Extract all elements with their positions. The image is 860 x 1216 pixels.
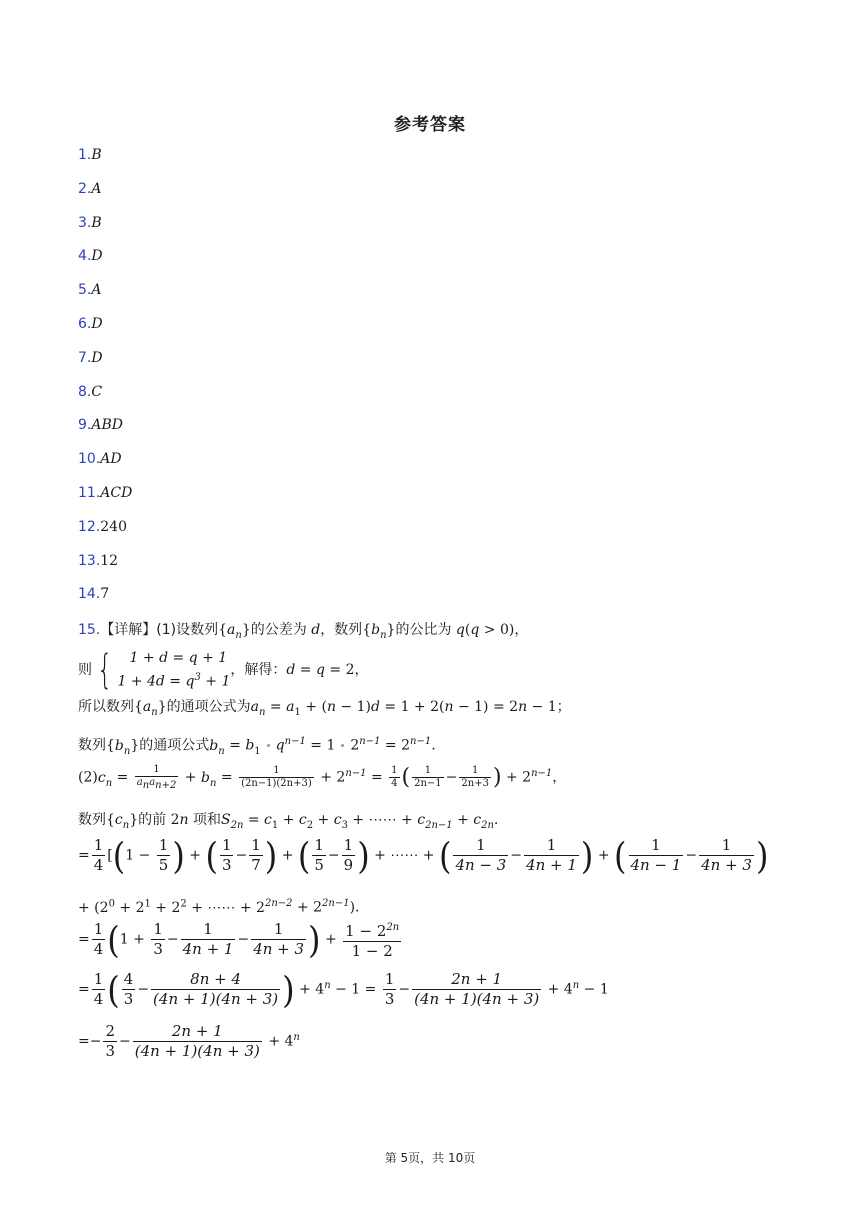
answer-number: 6. — [78, 316, 92, 332]
answer-number: 14. — [78, 586, 101, 603]
answer-number: 13. — [78, 552, 101, 569]
q15-line-5: $(2)c_n$ = $\frac{1}{a_na_{n+2}}$ + $b_n$ = $\frac{1}{(2n-1)(2n+3)}$ + $2^{n-1}$ = $\frac{1}{4}$ ( $\frac{1}{2n-1}$ − $\frac{1}{2n+3}$ ) + $2^{n-1}$， — [78, 763, 567, 791]
q15-line-7: = $\frac{1}{4}$ [(1 − $\frac{1}{5}$ ) + ( $\frac{1}{3}$ − $\frac{1}{7}$ ) + ( $\frac{1}{5}$ − $\frac{1}{9}$ ) + ⋯⋯ + ( $\frac{1}{4n - 3}$ − $\frac{1}{4n + 1}$ ) + ( $\frac{1}{4n - 1}$ − $\frac{1}{4n + 3}$ ) — [78, 833, 769, 878]
answer-item — [78, 179, 101, 199]
page-footer: 第 5页，共 10页 — [384, 1151, 476, 1165]
q15-line-1: 15.【详解】(1)设数列$\{a_n\}$的公差为 d，数列$\{b_n\}$的公比为 q(q > 0)， — [78, 622, 529, 641]
q15-line-3: 所以数列$\{a_n\}$的通项公式为$a_n = a_1 + (n - 1)d = 1 + 2(n - 1) = 2n - 1$； — [78, 699, 571, 718]
answer-item — [78, 145, 102, 165]
answer-number: 7. — [78, 349, 92, 366]
answer-number: 11. — [78, 485, 101, 501]
q15-number: 15. — [78, 622, 101, 638]
answer-value: AD — [100, 451, 122, 468]
answer-item — [78, 280, 101, 300]
answer-item — [78, 483, 132, 503]
answer-number: 12. — [78, 518, 101, 535]
answer-item — [78, 415, 123, 435]
answer-number: 2. — [78, 180, 92, 197]
answer-number: 3. — [78, 214, 92, 231]
answer-value: D — [91, 248, 103, 265]
q15-detail-label: 【详解】 — [100, 622, 157, 638]
q15-line-9: = $\frac{1}{4}$ (1 + $\frac{1}{3}$ − $\frac{1}{4n + 1}$ − $\frac{1}{4n + 3}$ ) + $\frac{1 - 2^{2n}}{1 - 2}$ — [78, 917, 400, 962]
answer-value: ACD — [100, 485, 133, 501]
answer-item — [78, 449, 122, 469]
answer-item — [78, 584, 109, 604]
answer-value: C — [91, 383, 103, 400]
page-title: 参考答案 — [394, 115, 466, 135]
answer-item — [78, 382, 102, 402]
answer-value: A — [91, 180, 102, 197]
q15-line-4: 数列$\{b_n\}$的通项公式$b_n = b_1$ $q^{n-1} = 1$ $2^{n-1} = 2^{n-1}$. — [78, 736, 436, 757]
answer-item — [78, 246, 103, 266]
answer-value: 12 — [100, 552, 119, 569]
answer-value: A — [91, 282, 102, 299]
answer-value: 7 — [100, 586, 110, 603]
answer-item — [78, 551, 118, 571]
q15-line-6: 数列$\{c_n\}$的前 2n 项和$S_{2n} = c_1 + c_2 + c_3$ + ⋯⋯ + $c_{2n-1} + c_{2n}$. — [78, 812, 499, 831]
answer-item — [78, 517, 127, 537]
answer-value: B — [91, 147, 102, 163]
answer-value: 240 — [100, 518, 127, 535]
answer-item — [78, 314, 103, 334]
answer-item — [78, 348, 103, 368]
q15-line-8: + ($2^0 + 2^1 + 2^2$ + ⋯⋯ + $2^{2n-2} + 2^{2n-1}$). — [78, 898, 360, 916]
answer-number: 9. — [78, 417, 92, 434]
answer-value: D — [91, 349, 103, 366]
answer-number: 4. — [78, 248, 92, 265]
answer-number: 10. — [78, 451, 101, 468]
answer-value: D — [91, 316, 103, 332]
q15-line-10: = $\frac{1}{4}$ ( $\frac{4}{3}$ − $\frac{8n + 4}{(4n + 1)(4n + 3)}$ ) + $4^n - 1$ = $\frac{1}{3}$ − $\frac{2n + 1}{(4n + 1)(4n + 3)}$ + $4^n - 1$ — [78, 967, 609, 1012]
answer-item — [78, 213, 102, 233]
q15-line-11: =− $\frac{2}{3}$ − $\frac{2n + 1}{(4n + 1)(4n + 3)}$ + $4^n$ — [78, 1022, 300, 1060]
answer-number: 8. — [78, 383, 92, 400]
answer-number: 1. — [78, 147, 92, 163]
answer-number: 5. — [78, 282, 92, 299]
answer-value: B — [91, 214, 102, 231]
answer-value: ABD — [91, 417, 123, 434]
q15-line-2: 则 { 1 + d = q + 1 $1 + 4d = q^3 + 1$ ，解得：d = q = 2， — [78, 646, 369, 693]
equation-system: { 1 + d = q + 1 $1 + 4d = q^3 + 1$ — [97, 646, 231, 693]
